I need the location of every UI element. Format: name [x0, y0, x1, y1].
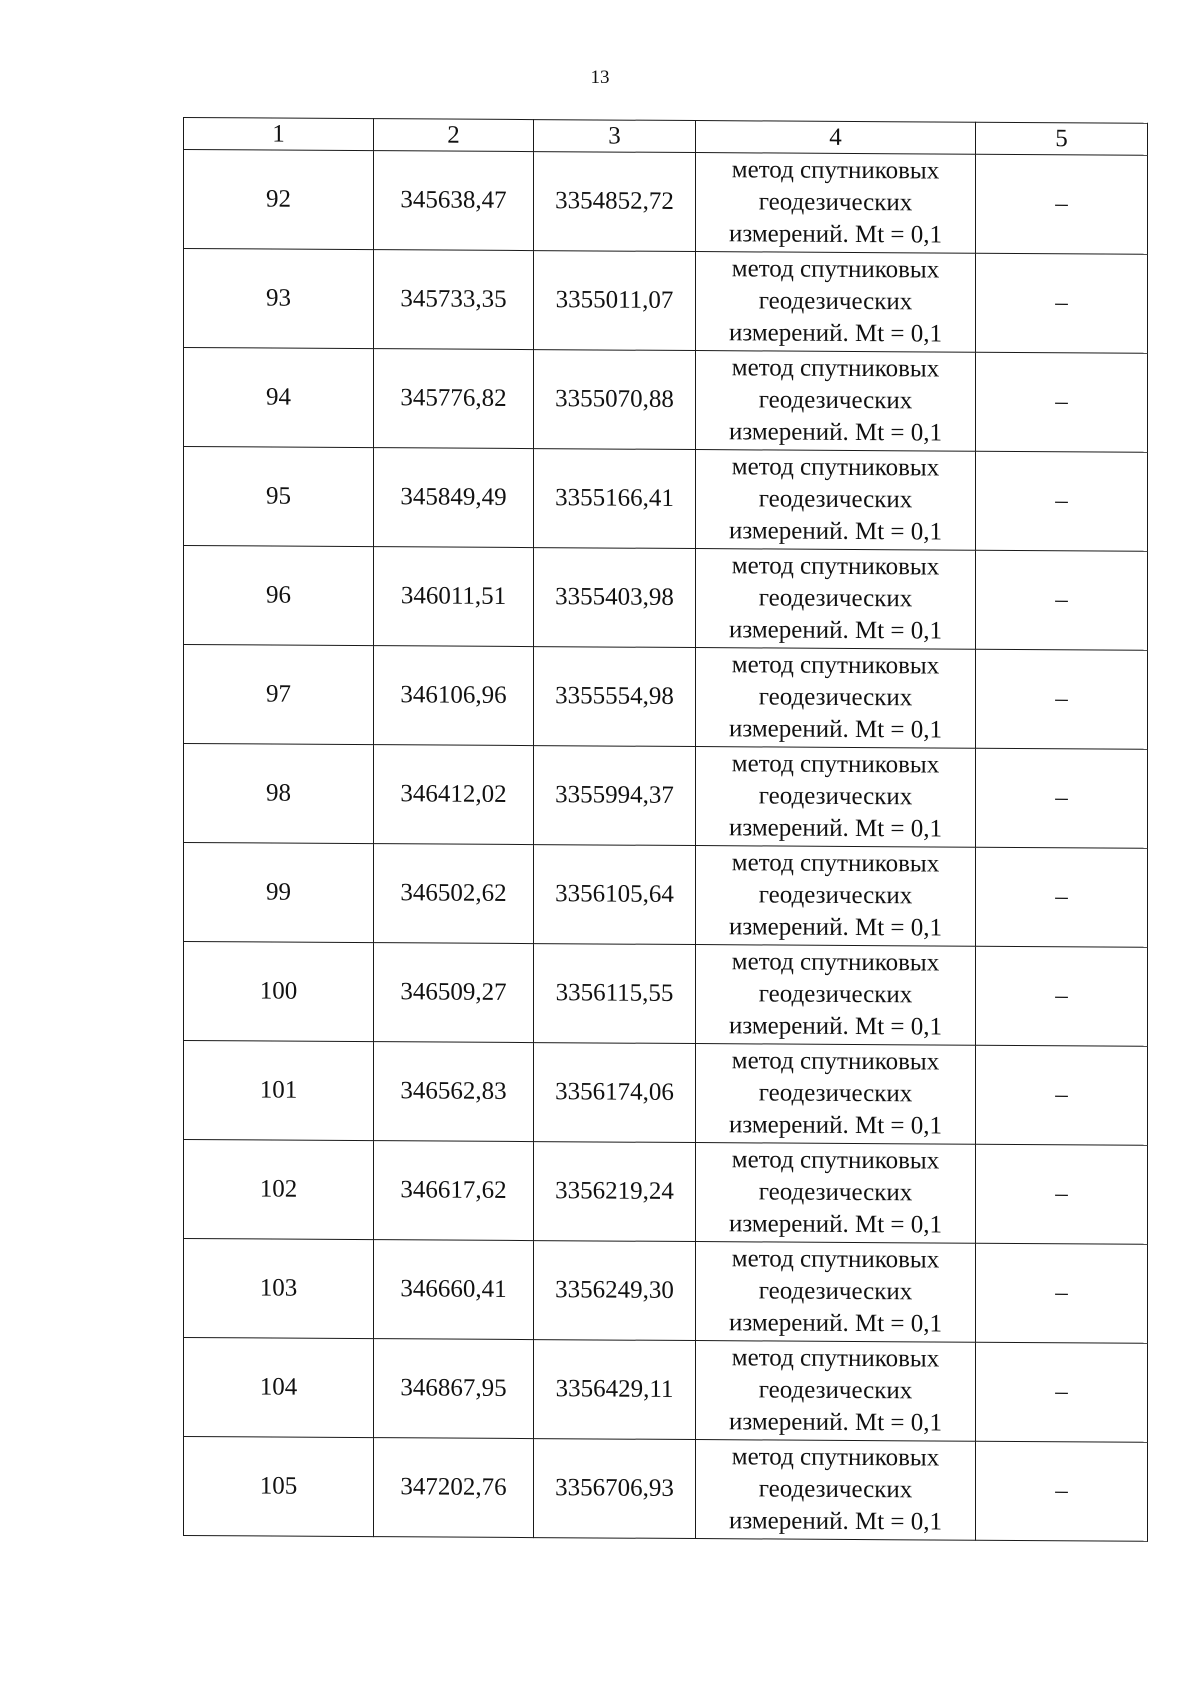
- point-number-cell: 98: [184, 744, 374, 844]
- method-text-line: геодезических: [758, 782, 913, 811]
- coordinate-y-cell: 3356706,93: [534, 1439, 696, 1539]
- method-text-line: измерений. Mt = 0,1: [728, 1507, 943, 1536]
- point-number-cell: 101: [184, 1041, 374, 1141]
- table-row: [184, 744, 1148, 849]
- column-header: 1: [184, 118, 374, 151]
- point-number-cell: 100: [184, 942, 374, 1042]
- method-cell: [696, 648, 976, 749]
- method-cell: [696, 1341, 976, 1442]
- method-text-line: геодезических: [758, 386, 913, 415]
- method-cell: [696, 351, 976, 452]
- method-text-line: геодезических: [758, 1277, 913, 1306]
- method-text-line: геодезических: [758, 584, 913, 613]
- method-text-line: геодезических: [758, 1475, 913, 1504]
- method-cell: [696, 846, 976, 947]
- method-text-line: метод спутниковых: [731, 1047, 940, 1076]
- table-row: [184, 546, 1148, 651]
- method-text-line: измерений. Mt = 0,1: [728, 715, 943, 744]
- method-cell: [696, 1242, 976, 1343]
- point-number-cell: 93: [184, 249, 374, 349]
- method-text-line: измерений. Mt = 0,1: [728, 220, 943, 249]
- column-header: 3: [534, 120, 696, 153]
- point-number-cell: 103: [184, 1239, 374, 1339]
- method-cell: [696, 1440, 976, 1541]
- table-row: [184, 942, 1148, 1047]
- method-text-line: геодезических: [758, 881, 913, 910]
- column-header: 4: [696, 121, 976, 155]
- method-text-line: измерений. Mt = 0,1: [728, 1309, 943, 1338]
- column-header: 2: [374, 119, 534, 152]
- method-cell: [696, 747, 976, 848]
- method-text-line: метод спутниковых: [731, 354, 940, 383]
- coordinate-x-cell: 346660,41: [374, 1240, 534, 1340]
- note-cell: –: [976, 1045, 1148, 1145]
- point-number-cell: 102: [184, 1140, 374, 1240]
- point-number-cell: 104: [184, 1338, 374, 1438]
- method-cell: [696, 945, 976, 1046]
- coordinates-table: [183, 117, 1148, 1542]
- coordinate-x-cell: 346867,95: [374, 1339, 534, 1439]
- table-row: [184, 150, 1148, 255]
- method-text-line: измерений. Mt = 0,1: [728, 616, 943, 645]
- method-text-line: геодезических: [758, 980, 913, 1009]
- method-cell: [696, 1044, 976, 1145]
- coordinate-x-cell: 345638,47: [374, 151, 534, 251]
- column-header: 5: [976, 122, 1148, 155]
- coordinate-x-cell: 347202,76: [374, 1438, 534, 1538]
- coordinate-x-cell: 346106,96: [374, 646, 534, 746]
- point-number-cell: 99: [184, 843, 374, 943]
- method-cell: [696, 153, 976, 254]
- method-text-line: метод спутниковых: [731, 1146, 940, 1175]
- method-text-line: метод спутниковых: [731, 651, 940, 680]
- table-row: [184, 645, 1148, 750]
- method-text-line: геодезических: [758, 485, 913, 514]
- point-number-cell: 95: [184, 447, 374, 547]
- coordinate-y-cell: 3356115,55: [534, 944, 696, 1044]
- point-number-cell: 97: [184, 645, 374, 745]
- coordinate-x-cell: 346617,62: [374, 1141, 534, 1241]
- method-text-line: измерений. Mt = 0,1: [728, 1111, 943, 1140]
- page-number: 13: [590, 67, 610, 88]
- method-text-line: метод спутниковых: [731, 1344, 940, 1373]
- note-cell: –: [976, 748, 1148, 848]
- method-cell: [696, 450, 976, 551]
- note-cell: –: [976, 1441, 1148, 1541]
- note-cell: –: [976, 946, 1148, 1046]
- coordinate-y-cell: 3355011,07: [534, 251, 696, 351]
- method-text-line: метод спутниковых: [731, 552, 940, 581]
- note-cell: –: [976, 1342, 1148, 1442]
- method-text-line: метод спутниковых: [731, 1443, 940, 1472]
- coordinate-x-cell: 345733,35: [374, 250, 534, 350]
- note-cell: –: [976, 451, 1148, 551]
- coordinate-y-cell: 3356249,30: [534, 1241, 696, 1341]
- point-number-cell: 105: [184, 1437, 374, 1537]
- table-row: [184, 447, 1148, 552]
- table-row: [184, 348, 1148, 453]
- method-text-line: измерений. Mt = 0,1: [728, 517, 943, 546]
- coordinate-y-cell: 3355166,41: [534, 449, 696, 549]
- coordinate-x-cell: 346509,27: [374, 943, 534, 1043]
- note-cell: –: [976, 847, 1148, 947]
- table-row: [184, 1239, 1148, 1344]
- method-text-line: геодезических: [758, 683, 913, 712]
- coordinate-y-cell: 3356174,06: [534, 1043, 696, 1143]
- coordinate-y-cell: 3355403,98: [534, 548, 696, 648]
- coordinate-y-cell: 3355070,88: [534, 350, 696, 450]
- method-cell: [696, 252, 976, 353]
- note-cell: –: [976, 649, 1148, 749]
- note-cell: –: [976, 550, 1148, 650]
- coordinate-y-cell: 3354852,72: [534, 152, 696, 252]
- method-text-line: измерений. Mt = 0,1: [728, 1210, 943, 1239]
- method-text-line: метод спутниковых: [731, 948, 940, 977]
- note-cell: –: [976, 352, 1148, 452]
- coordinate-y-cell: 3356219,24: [534, 1142, 696, 1242]
- method-text-line: измерений. Mt = 0,1: [728, 1408, 943, 1437]
- method-text-line: геодезических: [758, 1079, 913, 1108]
- method-cell: [696, 549, 976, 650]
- method-text-line: измерений. Mt = 0,1: [728, 418, 943, 447]
- coordinate-y-cell: 3356429,11: [534, 1340, 696, 1440]
- method-text-line: метод спутниковых: [731, 453, 940, 482]
- method-text-line: метод спутниковых: [731, 849, 940, 878]
- method-text-line: метод спутниковых: [731, 255, 940, 284]
- coordinate-x-cell: 346502,62: [374, 844, 534, 944]
- method-text-line: геодезических: [758, 1376, 913, 1405]
- table-row: [184, 1338, 1148, 1443]
- table-row: [184, 1140, 1148, 1245]
- method-text-line: метод спутниковых: [731, 750, 940, 779]
- method-text-line: измерений. Mt = 0,1: [728, 814, 943, 843]
- method-text-line: геодезических: [758, 1178, 913, 1207]
- note-cell: –: [976, 154, 1148, 254]
- table-row: [184, 249, 1148, 354]
- coordinate-y-cell: 3356105,64: [534, 845, 696, 945]
- method-text-line: измерений. Mt = 0,1: [728, 913, 943, 942]
- note-cell: –: [976, 1243, 1148, 1343]
- coordinate-y-cell: 3355994,37: [534, 746, 696, 846]
- method-text-line: геодезических: [758, 188, 913, 217]
- point-number-cell: 94: [184, 348, 374, 448]
- method-text-line: измерений. Mt = 0,1: [728, 319, 943, 348]
- point-number-cell: 96: [184, 546, 374, 646]
- table-row: [184, 1437, 1148, 1542]
- table-row: [184, 1041, 1148, 1146]
- method-text-line: измерений. Mt = 0,1: [728, 1012, 943, 1041]
- coordinate-x-cell: 346412,02: [374, 745, 534, 845]
- method-text-line: метод спутниковых: [731, 156, 940, 185]
- coordinate-x-cell: 345776,82: [374, 349, 534, 449]
- table-row: [184, 843, 1148, 948]
- point-number-cell: 92: [184, 150, 374, 250]
- note-cell: –: [976, 1144, 1148, 1244]
- table-body: [184, 150, 1148, 1542]
- note-cell: –: [976, 253, 1148, 353]
- method-cell: [696, 1143, 976, 1244]
- method-text-line: геодезических: [758, 287, 913, 316]
- coordinate-x-cell: 346562,83: [374, 1042, 534, 1142]
- method-text-line: метод спутниковых: [731, 1245, 940, 1274]
- coordinate-x-cell: 345849,49: [374, 448, 534, 548]
- coordinate-y-cell: 3355554,98: [534, 647, 696, 747]
- coordinate-x-cell: 346011,51: [374, 547, 534, 647]
